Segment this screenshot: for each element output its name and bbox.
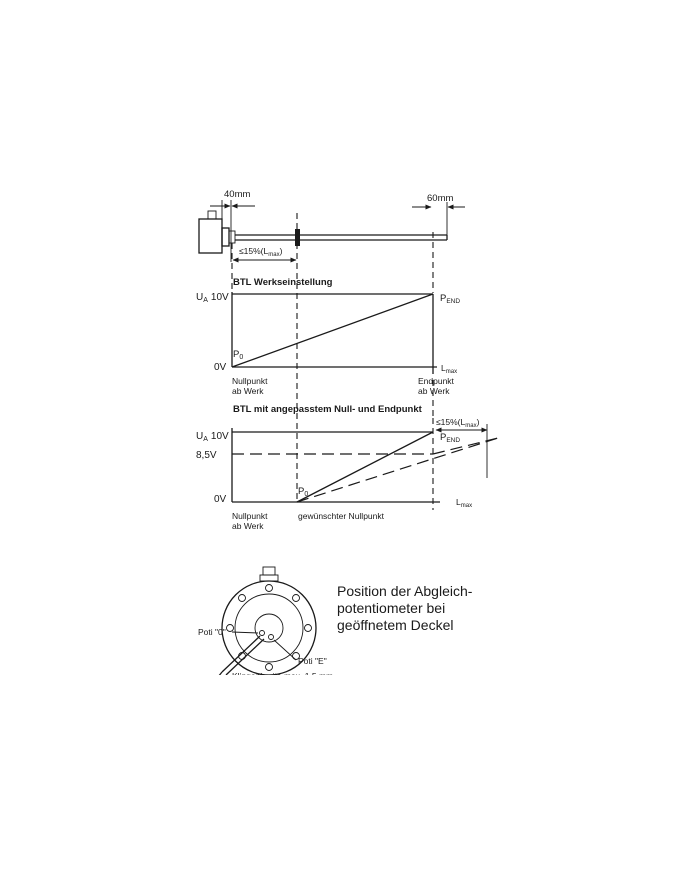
chart2-factory-dashed-characteristic bbox=[297, 438, 498, 502]
sensor-housing bbox=[199, 219, 222, 253]
bolt-hole bbox=[227, 625, 234, 632]
chart2-nullpunkt-line1: Nullpunkt bbox=[232, 511, 268, 521]
chart2-lmax-label: $L_{max}$ bbox=[456, 497, 473, 509]
chart2-y-mid-label: 8,5V bbox=[196, 450, 217, 461]
poti-0-marker bbox=[260, 631, 265, 636]
chart1-characteristic-line bbox=[232, 294, 433, 367]
chart2-nullpunkt-line2: ab Werk bbox=[232, 521, 264, 531]
poti-e-label: Poti "E" bbox=[298, 656, 327, 666]
chart2-tol-label: $\le 15\%(L_{max})$ bbox=[436, 417, 480, 429]
bolt-hole bbox=[266, 585, 273, 592]
chart2-adjusted-characteristic bbox=[297, 432, 433, 502]
sensor-thread bbox=[229, 231, 235, 243]
chart1-endpunkt-line2: ab Werk bbox=[418, 386, 450, 396]
chart1-y-top-label: $U_A$ 10V bbox=[196, 292, 229, 304]
dim-15-label: $\le 15\%(L_{max})$ bbox=[239, 246, 283, 258]
chart1-nullpunkt-line1: Nullpunkt bbox=[232, 376, 268, 386]
chart-factory-setting bbox=[196, 277, 460, 396]
chart1-title: BTL Werkseinstellung bbox=[233, 277, 333, 288]
chart1-pend-label: $P_{END}$ bbox=[440, 293, 461, 305]
sensor-flange bbox=[222, 228, 229, 246]
bolt-hole bbox=[239, 595, 246, 602]
poti-0-label: Poti "0" bbox=[198, 627, 226, 637]
flange-connector-base bbox=[260, 575, 278, 581]
bolt-hole bbox=[266, 664, 273, 671]
chart2-title: BTL mit angepasstem Null- und Endpunkt bbox=[233, 404, 422, 415]
chart1-endpunkt-line1: Endpunkt bbox=[418, 376, 454, 386]
chart2-y-top-label: $U_A$ 10V bbox=[196, 431, 229, 443]
flange-connector bbox=[263, 567, 275, 575]
bolt-hole bbox=[305, 625, 312, 632]
dim-60-label: 60mm bbox=[427, 193, 454, 204]
poti-e-leader bbox=[274, 640, 296, 660]
chart1-lmax-label: $L_{max}$ bbox=[441, 363, 458, 375]
sensor-rod-drawing bbox=[199, 189, 465, 262]
scan-cutoff bbox=[200, 675, 400, 689]
caption-line1: Position der Abgleich- bbox=[337, 583, 473, 599]
dim-40-label: 40mm bbox=[224, 189, 251, 200]
chart-adjusted-points bbox=[196, 404, 498, 531]
chart2-pend-label: $P_{END}$ bbox=[440, 432, 461, 444]
sensor-connector bbox=[208, 211, 216, 219]
chart2-p0-label: $P_0$ bbox=[298, 486, 309, 498]
flange-inner-ring bbox=[235, 594, 303, 662]
screwdriver-shaft-a bbox=[222, 636, 260, 672]
chart1-y-zero-label: 0V bbox=[214, 362, 227, 373]
chart1-p0-label: $P_0$ bbox=[233, 349, 244, 361]
caption-line3: geöffnetem Deckel bbox=[337, 617, 454, 633]
poti-0-leader bbox=[232, 632, 258, 633]
bolt-hole bbox=[293, 595, 300, 602]
poti-e-marker bbox=[269, 635, 274, 640]
chart2-y-zero-label: 0V bbox=[214, 494, 227, 505]
flange-drawing bbox=[198, 567, 333, 682]
caption-line2: potentiometer bei bbox=[337, 600, 446, 616]
chart1-nullpunkt-line2: ab Werk bbox=[232, 386, 264, 396]
chart2-desired-zero-label: gewünschter Nullpunkt bbox=[298, 511, 384, 521]
